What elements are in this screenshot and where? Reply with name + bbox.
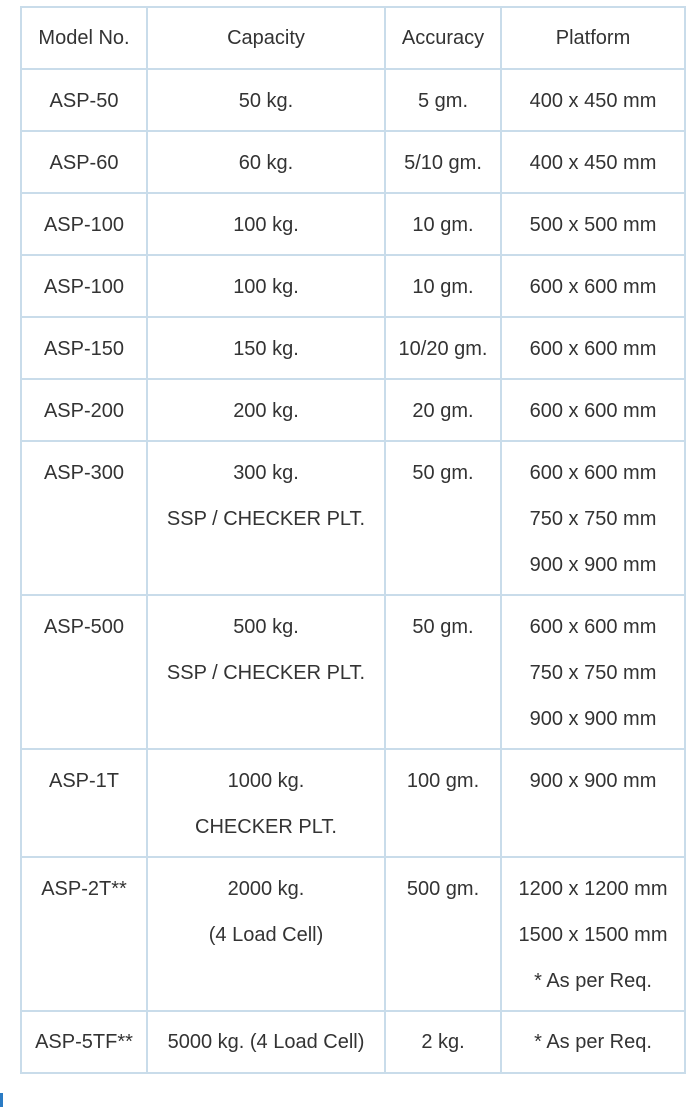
accuracy-text: 5 gm. [417, 90, 469, 112]
accuracy-text: 500 gm. [406, 878, 480, 900]
table-row [21, 317, 685, 379]
model-text: ASP-60 [49, 152, 119, 174]
platform-text: 900 x 900 mm [529, 770, 657, 792]
cell-accuracy [385, 595, 501, 749]
cell-capacity [147, 1011, 385, 1073]
cell-model [21, 749, 147, 857]
accuracy-text: 10 gm. [412, 276, 474, 298]
platform-text: 600 x 600 mm [529, 616, 657, 638]
cell-platform [501, 193, 685, 255]
model-text: ASP-300 [43, 462, 125, 484]
cell-model [21, 1011, 147, 1073]
capacity-text: 300 kg. [233, 462, 299, 484]
capacity-note: CHECKER PLT. [195, 816, 337, 838]
accuracy-text: 20 gm. [412, 400, 474, 422]
cell-accuracy [385, 379, 501, 441]
cell-capacity [147, 193, 385, 255]
cell-platform [501, 379, 685, 441]
platform-text: 900 x 900 mm [529, 708, 657, 730]
accuracy-text: 100 gm. [406, 770, 480, 792]
platform-text: 600 x 600 mm [529, 400, 657, 422]
platform-text: 750 x 750 mm [529, 662, 657, 684]
cell-platform [501, 1011, 685, 1073]
platform-text: 400 x 450 mm [529, 90, 657, 112]
page-edge-marker [0, 1093, 3, 1107]
cell-platform [501, 749, 685, 857]
platform-text: 750 x 750 mm [529, 508, 657, 530]
model-text: ASP-1T [48, 770, 120, 792]
header-model-no: Model No. [21, 7, 147, 69]
capacity-text: 2000 kg. [227, 878, 305, 900]
table-row [21, 857, 685, 1011]
header-accuracy: Accuracy [385, 7, 501, 69]
cell-accuracy [385, 441, 501, 595]
cell-model [21, 193, 147, 255]
table-row [21, 69, 685, 131]
table-row [21, 441, 685, 595]
cell-accuracy [385, 1011, 501, 1073]
cell-accuracy [385, 749, 501, 857]
platform-text: 600 x 600 mm [529, 338, 657, 360]
cell-model [21, 69, 147, 131]
cell-platform [501, 317, 685, 379]
platform-note: * As per Req. [534, 1031, 652, 1053]
capacity-text: 500 kg. [233, 616, 299, 638]
platform-text: 1200 x 1200 mm [518, 878, 668, 900]
table-row [21, 595, 685, 749]
model-text: ASP-150 [43, 338, 125, 360]
cell-capacity [147, 595, 385, 749]
platform-note: * As per Req. [534, 970, 652, 992]
cell-accuracy [385, 131, 501, 193]
platform-text: 1500 x 1500 mm [518, 924, 668, 946]
capacity-note: SSP / CHECKER PLT. [166, 662, 366, 684]
cell-accuracy [385, 857, 501, 1011]
capacity-text: 60 kg. [238, 152, 294, 174]
model-text: ASP-500 [43, 616, 125, 638]
cell-platform [501, 595, 685, 749]
cell-model [21, 317, 147, 379]
capacity-text: 1000 kg. [227, 770, 305, 792]
accuracy-text: 5/10 gm. [404, 152, 482, 174]
cell-model [21, 379, 147, 441]
cell-capacity [147, 131, 385, 193]
accuracy-text: 10/20 gm. [398, 338, 488, 360]
table-row [21, 193, 685, 255]
table-row [21, 255, 685, 317]
platform-text: 400 x 450 mm [529, 152, 657, 174]
capacity-text: 50 kg. [238, 90, 294, 112]
model-text: ASP-100 [43, 276, 125, 298]
platform-text: 600 x 600 mm [529, 276, 657, 298]
cell-platform [501, 441, 685, 595]
platform-text: 900 x 900 mm [529, 554, 657, 576]
cell-model [21, 595, 147, 749]
accuracy-text: 10 gm. [412, 214, 474, 236]
table-header-row [21, 7, 685, 69]
capacity-text: 100 kg. [233, 276, 299, 298]
cell-platform [501, 857, 685, 1011]
capacity-note: SSP / CHECKER PLT. [166, 508, 366, 530]
cell-accuracy [385, 255, 501, 317]
capacity-text: 5000 kg. (4 Load Cell) [167, 1031, 365, 1053]
header-capacity: Capacity [147, 7, 385, 69]
cell-model [21, 131, 147, 193]
cell-model [21, 441, 147, 595]
table-row [21, 379, 685, 441]
cell-model [21, 255, 147, 317]
capacity-note: (4 Load Cell) [208, 924, 324, 946]
cell-capacity [147, 857, 385, 1011]
model-text: ASP-100 [43, 214, 125, 236]
cell-accuracy [385, 69, 501, 131]
table-row [21, 131, 685, 193]
cell-accuracy [385, 317, 501, 379]
cell-platform [501, 131, 685, 193]
cell-model [21, 857, 147, 1011]
model-text: ASP-50 [49, 90, 119, 112]
accuracy-text: 2 kg. [421, 1031, 465, 1053]
accuracy-text: 50 gm. [412, 462, 474, 484]
cell-capacity [147, 379, 385, 441]
cell-capacity [147, 317, 385, 379]
model-text: ASP-200 [43, 400, 125, 422]
platform-text: 500 x 500 mm [529, 214, 657, 236]
cell-capacity [147, 441, 385, 595]
model-text: ASP-5TF** [35, 1031, 133, 1053]
capacity-text: 150 kg. [233, 338, 299, 360]
accuracy-text: 50 gm. [412, 616, 474, 638]
specifications-table [20, 6, 686, 1074]
cell-capacity [147, 69, 385, 131]
table-row [21, 749, 685, 857]
cell-platform [501, 255, 685, 317]
cell-accuracy [385, 193, 501, 255]
capacity-text: 200 kg. [233, 400, 299, 422]
capacity-text: 100 kg. [233, 214, 299, 236]
header-platform: Platform [501, 7, 685, 69]
table-row [21, 1011, 685, 1073]
cell-capacity [147, 749, 385, 857]
platform-text: 600 x 600 mm [529, 462, 657, 484]
model-text: ASP-2T** [41, 878, 127, 900]
cell-platform [501, 69, 685, 131]
cell-capacity [147, 255, 385, 317]
